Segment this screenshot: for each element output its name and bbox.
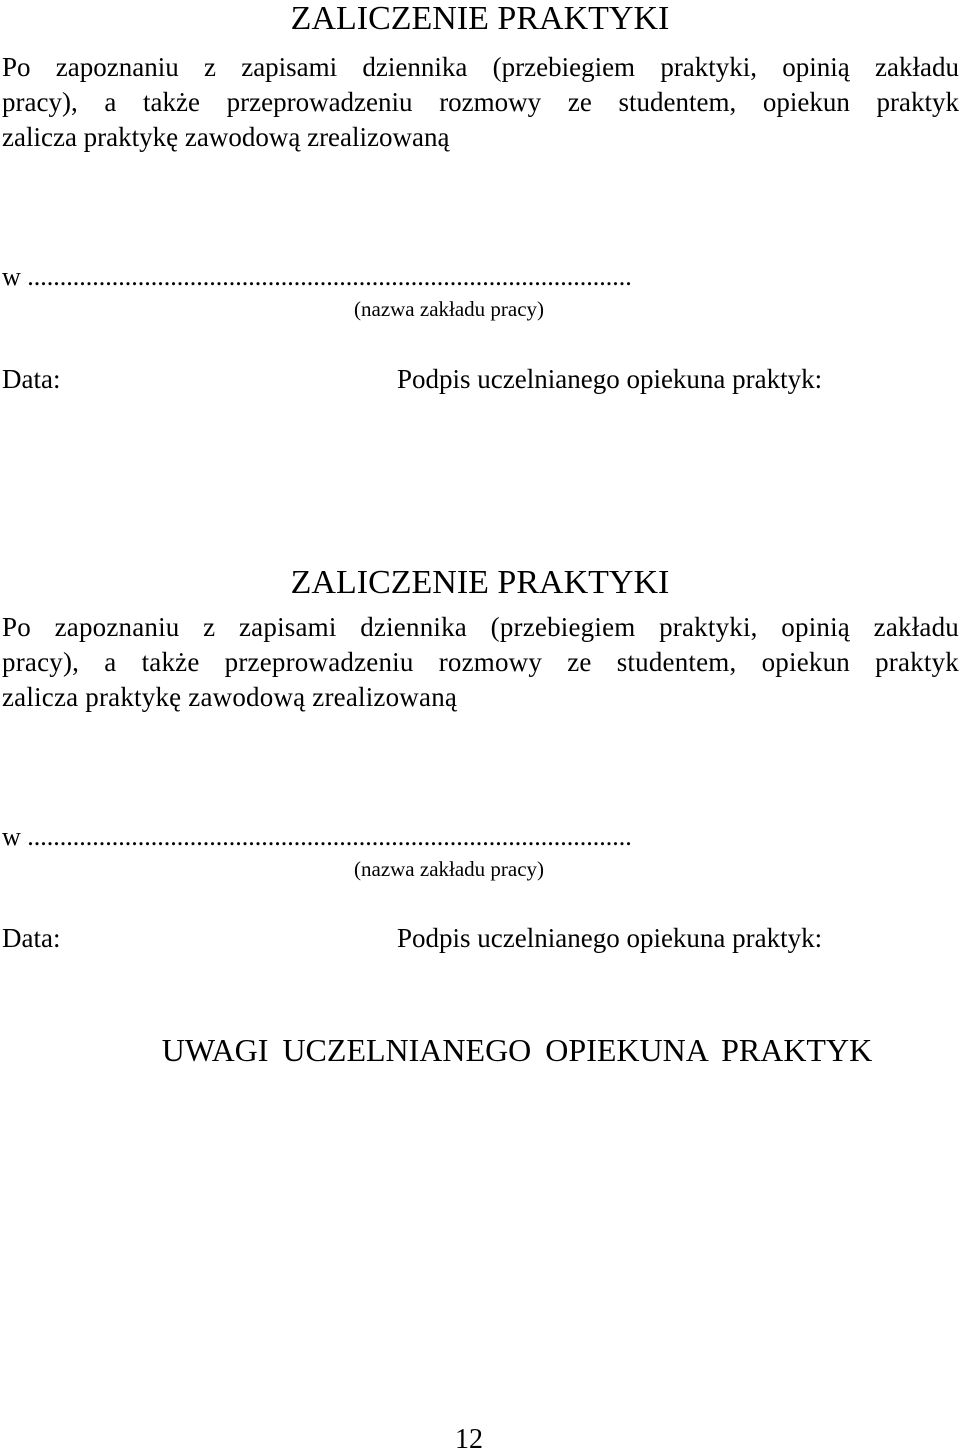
section-2-line-3: zalicza praktykę zawodową zrealizowaną (2, 682, 458, 712)
section-1-workplace-line: w ............................................................................................. (2, 262, 632, 291)
section-1-line-1: Po zapoznaniu z zapisami dziennika (przebiegiem praktyki, opinią zakładu (2, 52, 959, 82)
section-2-signature-label: Podpis uczelnianego opiekuna praktyk: (397, 923, 823, 953)
section-2-line-1: Po zapoznaniu z zapisami dziennika (przebiegiem praktyki, opinią zakładu (2, 612, 959, 642)
section-2-line-2: pracy), a także przeprowadzeniu rozmowy ze studentem, opiekun praktyk (2, 647, 959, 677)
section-2-workplace-line: w ............................................................................................. (2, 822, 632, 851)
section-2-paragraph (2, 610, 959, 715)
section-2-workplace-caption: (nazwa zakładu pracy) (354, 857, 545, 881)
section-1-line-2: pracy), a także przeprowadzeniu rozmowy ze studentem, opiekun praktyk (2, 87, 959, 117)
page-number: 12 (455, 1424, 483, 1455)
section-1-date-label: Data: (2, 364, 61, 394)
section-1-paragraph (2, 50, 959, 155)
section-1-title: ZALICZENIE PRAKTYKI (290, 0, 670, 37)
section-1-signature-label: Podpis uczelnianego opiekuna praktyk: (397, 364, 823, 394)
section-1-workplace-caption: (nazwa zakładu pracy) (354, 297, 545, 321)
section-2-title: ZALICZENIE PRAKTYKI (290, 564, 670, 601)
remarks-heading: UWAGI UCZELNIANEGO OPIEKUNA PRAKTYK (161, 1032, 873, 1068)
section-1-line-3: zalicza praktykę zawodową zrealizowaną (2, 122, 450, 152)
section-2-date-label: Data: (2, 923, 61, 953)
